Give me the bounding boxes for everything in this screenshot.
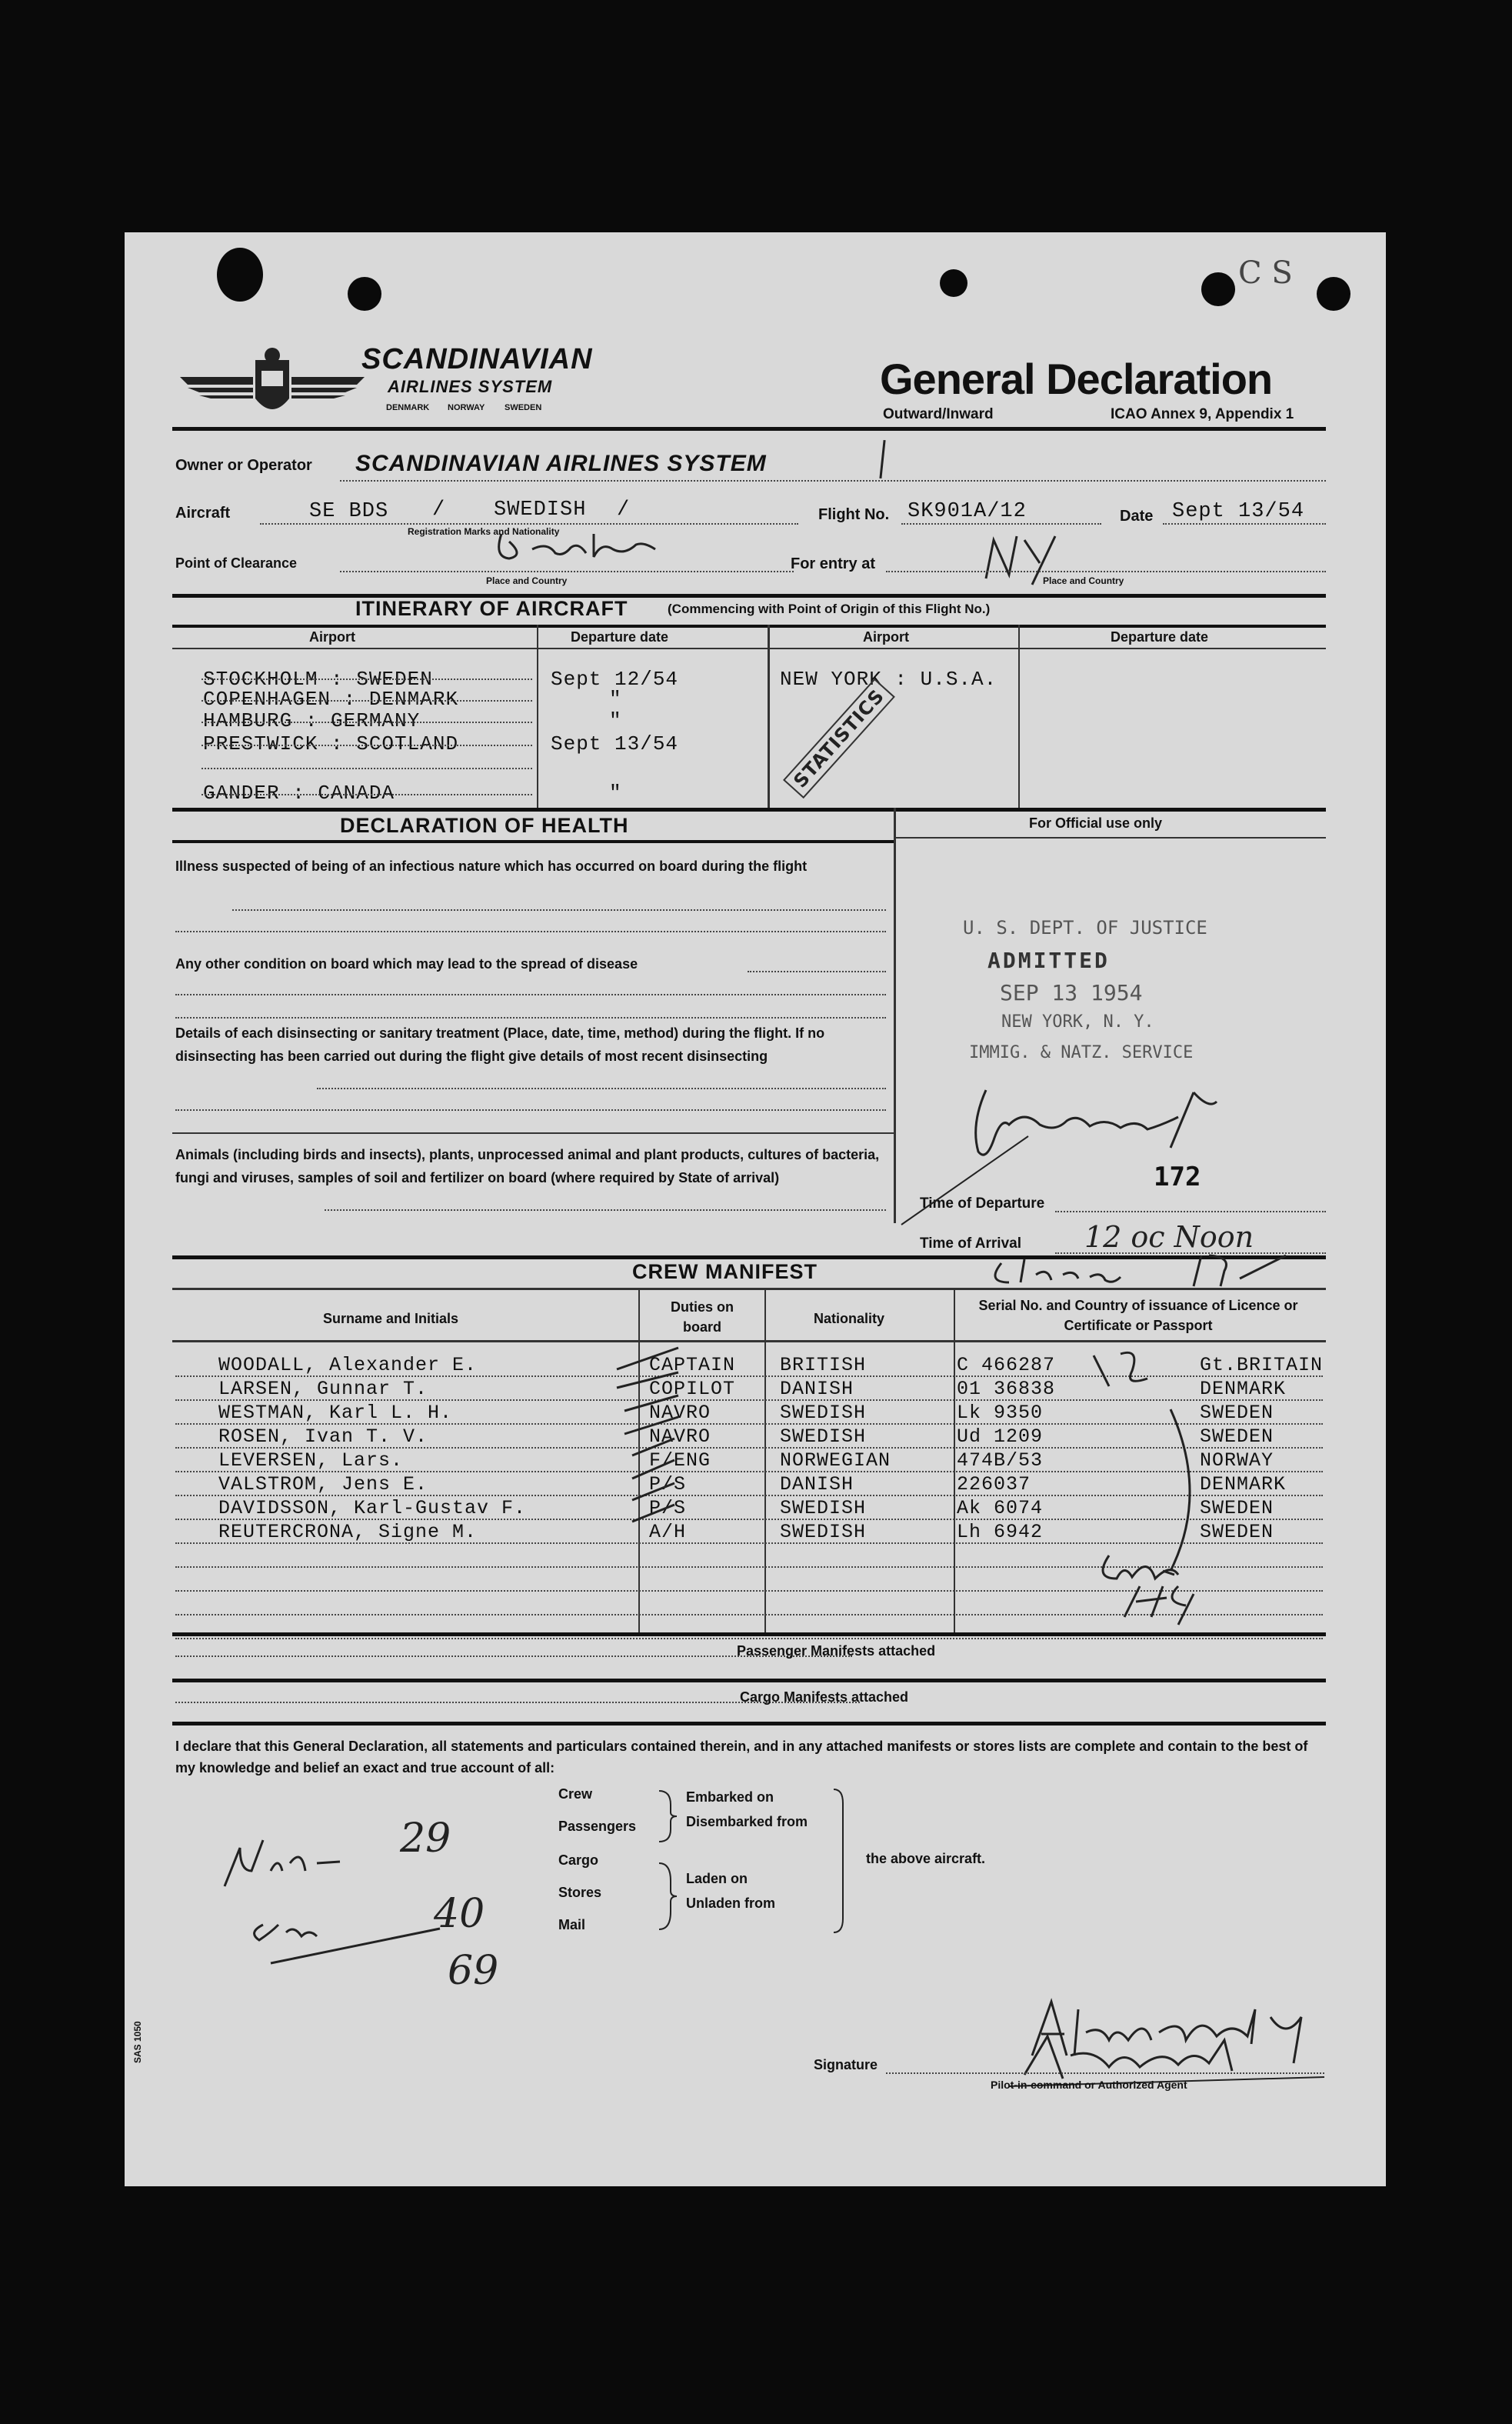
crew-country: SWEDEN [1200, 1402, 1274, 1424]
group2-unladen: Unladen from [686, 1896, 776, 1911]
declaration-form [125, 232, 1386, 2186]
crew-duty: P/S [649, 1473, 687, 1495]
slash-mark: / [432, 498, 446, 522]
bracket-group1 [655, 1789, 678, 1843]
crew-duty: COPILOT [649, 1378, 736, 1400]
itinerary-date: Sept 13/54 [551, 732, 679, 755]
stamp-dept: U. S. DEPT. OF JUSTICE [963, 917, 1207, 939]
crew-name: WESTMAN, Karl L. H. [218, 1402, 453, 1424]
crew-serial: 01 36838 [957, 1378, 1056, 1400]
crew-name: LARSEN, Gunnar T. [218, 1378, 428, 1400]
crew-duty: P/S [649, 1497, 687, 1519]
handwritten-close [978, 1248, 1378, 1294]
clearance-sublabel: Place and Country [486, 575, 568, 586]
crew-header-duties: Duties on board [670, 1299, 734, 1335]
icao-reference: ICAO Annex 9, Appendix 1 [1111, 406, 1294, 422]
entry-sublabel: Place and Country [1043, 575, 1124, 586]
itinerary-airport: GANDER : CANADA [203, 782, 395, 805]
crew-duty: NAVRO [649, 1425, 711, 1448]
stamp-admitted: ADMITTED [987, 948, 1110, 973]
crew-check-marks [601, 1340, 686, 1594]
crew-country: SWEDEN [1200, 1425, 1274, 1448]
owner-label: Owner or Operator [175, 457, 312, 474]
departure-label: Time of Departure [920, 1195, 1045, 1212]
country-norway: NORWAY [448, 403, 485, 412]
clearance-label: Point of Clearance [175, 555, 298, 571]
group2-laden: Laden on [686, 1871, 748, 1886]
punch-hole [217, 248, 263, 302]
itinerary-header-departure: Departure date [571, 629, 669, 645]
crew-name: VALSTROM, Jens E. [218, 1473, 428, 1495]
crew-country: DENMARK [1200, 1473, 1287, 1495]
cargo-manifests: Cargo Manifests attached [740, 1689, 909, 1705]
crew-serial: Ud 1209 [957, 1425, 1044, 1448]
arrival-label: Time of Arrival [920, 1235, 1021, 1252]
passenger-manifests: Passenger Manifests attached [737, 1643, 936, 1659]
group1-embarked: Embarked on [686, 1789, 774, 1805]
crew-name: WOODALL, Alexander E. [218, 1354, 478, 1376]
stamp-service: IMMIG. & NATZ. SERVICE [969, 1043, 1194, 1062]
item-stores: Stores [558, 1885, 602, 1900]
official-number: 172 [1154, 1162, 1201, 1192]
health-question-disinsecting: Details of each disinsecting or sanitary treatment (Place, date, time, method) during the flight. If no disinsecting has been carried out during the flight give details of most recent disinsecting [175, 1025, 825, 1064]
itinerary-airport: HAMBURG : GERMANY [203, 709, 421, 732]
crew-country: Gt.BRITAIN [1200, 1354, 1324, 1376]
health-question-animals: Animals (including birds and insects), plants, unprocessed animal and plant products, cultures of bacteria, fungi and viruses, samples of soil and fertilizer on board (where required by State of arrival) [175, 1147, 880, 1185]
punch-hole [1201, 272, 1235, 306]
flight-number: SK901A/12 [908, 500, 1027, 523]
itinerary-destination: NEW YORK : U.S.A. [780, 668, 997, 691]
itinerary-header-airport: Airport [309, 629, 355, 645]
flight-label: Flight No. [818, 506, 890, 523]
crew-serial: C 466287 [957, 1354, 1056, 1376]
bracket-right [832, 1788, 848, 1934]
country-denmark: DENMARK [386, 403, 430, 412]
itinerary-date: Sept 12/54 [551, 668, 679, 691]
punch-hole [348, 277, 381, 311]
declaration-tail: the above aircraft. [866, 1851, 986, 1866]
itinerary-note: (Commencing with Point of Origin of this Flight No.) [668, 602, 991, 616]
crew-serial: 226037 [957, 1473, 1031, 1495]
crew-serial: Lh 6942 [957, 1521, 1044, 1543]
itinerary-date: " [609, 688, 622, 711]
tally-passengers: 40 [434, 1891, 485, 1937]
captain-signature [994, 1971, 1332, 2094]
handwritten-clearance [486, 511, 663, 572]
item-crew: Crew [558, 1786, 593, 1802]
punch-hole [940, 269, 967, 297]
crew-country: SWEDEN [1200, 1497, 1274, 1519]
sas-logo-icon [180, 345, 365, 422]
crew-nationality: DANISH [780, 1473, 854, 1495]
stamp-city: NEW YORK, N. Y. [1001, 1012, 1154, 1032]
crew-header-serial: Serial No. and Country of issuance of Licence or Certificate or Passport [978, 1298, 1298, 1333]
itinerary-airport: COPENHAGEN : DENMARK [203, 688, 459, 711]
arrival-value: 12 oc Noon [1084, 1220, 1254, 1254]
group1-disembarked: Disembarked from [686, 1814, 808, 1829]
company-name-line2: AIRLINES SYSTEM [388, 377, 553, 396]
crew-serial: Ak 6074 [957, 1497, 1044, 1519]
itinerary-airport: PRESTWICK : SCOTLAND [203, 732, 459, 755]
stamp-date: SEP 13 1954 [1000, 980, 1143, 1005]
date-label: Date [1120, 508, 1154, 525]
crew-serial: 474B/53 [957, 1449, 1044, 1472]
crew-name: REUTERCRONA, Signe M. [218, 1521, 478, 1543]
itinerary-header-departure-right: Departure date [1111, 629, 1209, 645]
corner-mark: C S [1238, 255, 1293, 291]
official-use-title: For Official use only [1029, 815, 1163, 831]
tally-total: 69 [448, 1948, 499, 1994]
crew-header-nationality: Nationality [814, 1311, 885, 1326]
owner-value: SCANDINAVIAN AIRLINES SYSTEM [355, 451, 767, 476]
declaration-text: I declare that this General Declaration, all statements and particulars contained therein, and in any attached manifests or stores lists are complete and contain to the best of my knowledge and belief an exact and true account of all: [175, 1739, 1308, 1775]
crew-nationality: NORWEGIAN [780, 1449, 891, 1472]
crew-nationality: SWEDISH [780, 1425, 867, 1448]
item-passengers: Passengers [558, 1819, 637, 1834]
tally-crew: 29 [400, 1815, 451, 1862]
itinerary-airport: STOCKHOLM : SWEDEN [203, 668, 433, 691]
handwritten-initials [1078, 1525, 1217, 1625]
registration-sublabel: Registration Marks and Nationality [408, 526, 560, 537]
crew-name: LEVERSEN, Lars. [218, 1449, 404, 1472]
crew-duty: A/H [649, 1521, 687, 1543]
crew-country: NORWAY [1200, 1449, 1274, 1472]
signature-sublabel: Pilot-in-command or Authorized Agent [991, 2079, 1187, 2091]
aircraft-registration: SE BDS [309, 500, 389, 523]
entry-label: For entry at [791, 555, 876, 572]
health-question-illness: Illness suspected of being of an infectious nature which has occurred on board during the flight [175, 859, 808, 874]
crew-nationality: BRITISH [780, 1354, 867, 1376]
statistics-stamp: STATISTICS [783, 679, 895, 799]
crew-name: DAVIDSSON, Karl-Gustav F. [218, 1497, 527, 1519]
company-name: SCANDINAVIAN [361, 343, 593, 375]
handwritten-slash [894, 1132, 1032, 1232]
item-mail: Mail [558, 1917, 586, 1932]
slash-mark: / [617, 498, 631, 522]
form-code: SAS 1050 [132, 2021, 143, 2063]
crew-country: DENMARK [1200, 1378, 1287, 1400]
itinerary-title: ITINERARY OF AIRCRAFT [355, 597, 628, 620]
crew-country: SWEDEN [1200, 1521, 1274, 1543]
crew-name: ROSEN, Ivan T. V. [218, 1425, 428, 1448]
punch-hole [1317, 277, 1350, 311]
crew-nationality: SWEDISH [780, 1521, 867, 1543]
aircraft-label: Aircraft [175, 505, 231, 522]
crew-serial: Lk 9350 [957, 1402, 1044, 1424]
country-sweden: SWEDEN [505, 403, 542, 412]
aircraft-nationality: SWEDISH [494, 498, 587, 522]
form-subtitle: Outward/Inward [883, 406, 994, 422]
form-title: General Declaration [880, 355, 1273, 403]
itinerary-header-airport-right: Airport [863, 629, 909, 645]
crew-duty: F/ENG [649, 1449, 711, 1472]
crew-nationality: DANISH [780, 1378, 854, 1400]
flight-date: Sept 13/54 [1172, 500, 1305, 523]
crew-nationality: SWEDISH [780, 1402, 867, 1424]
itinerary-date: " [609, 709, 622, 732]
crew-header-name: Surname and Initials [323, 1311, 459, 1326]
crew-duty: CAPTAIN [649, 1354, 736, 1376]
crew-duty: NAVRO [649, 1402, 711, 1424]
crew-nationality: SWEDISH [780, 1497, 867, 1519]
signature-label: Signature [814, 2057, 878, 2072]
crew-title: CREW MANIFEST [632, 1260, 818, 1283]
health-question-condition: Any other condition on board which may lead to the spread of disease [175, 956, 638, 972]
itinerary-date: " [609, 782, 622, 805]
health-title: DECLARATION OF HEALTH [340, 814, 629, 837]
item-cargo: Cargo [558, 1852, 599, 1868]
bracket-group2 [655, 1862, 678, 1931]
